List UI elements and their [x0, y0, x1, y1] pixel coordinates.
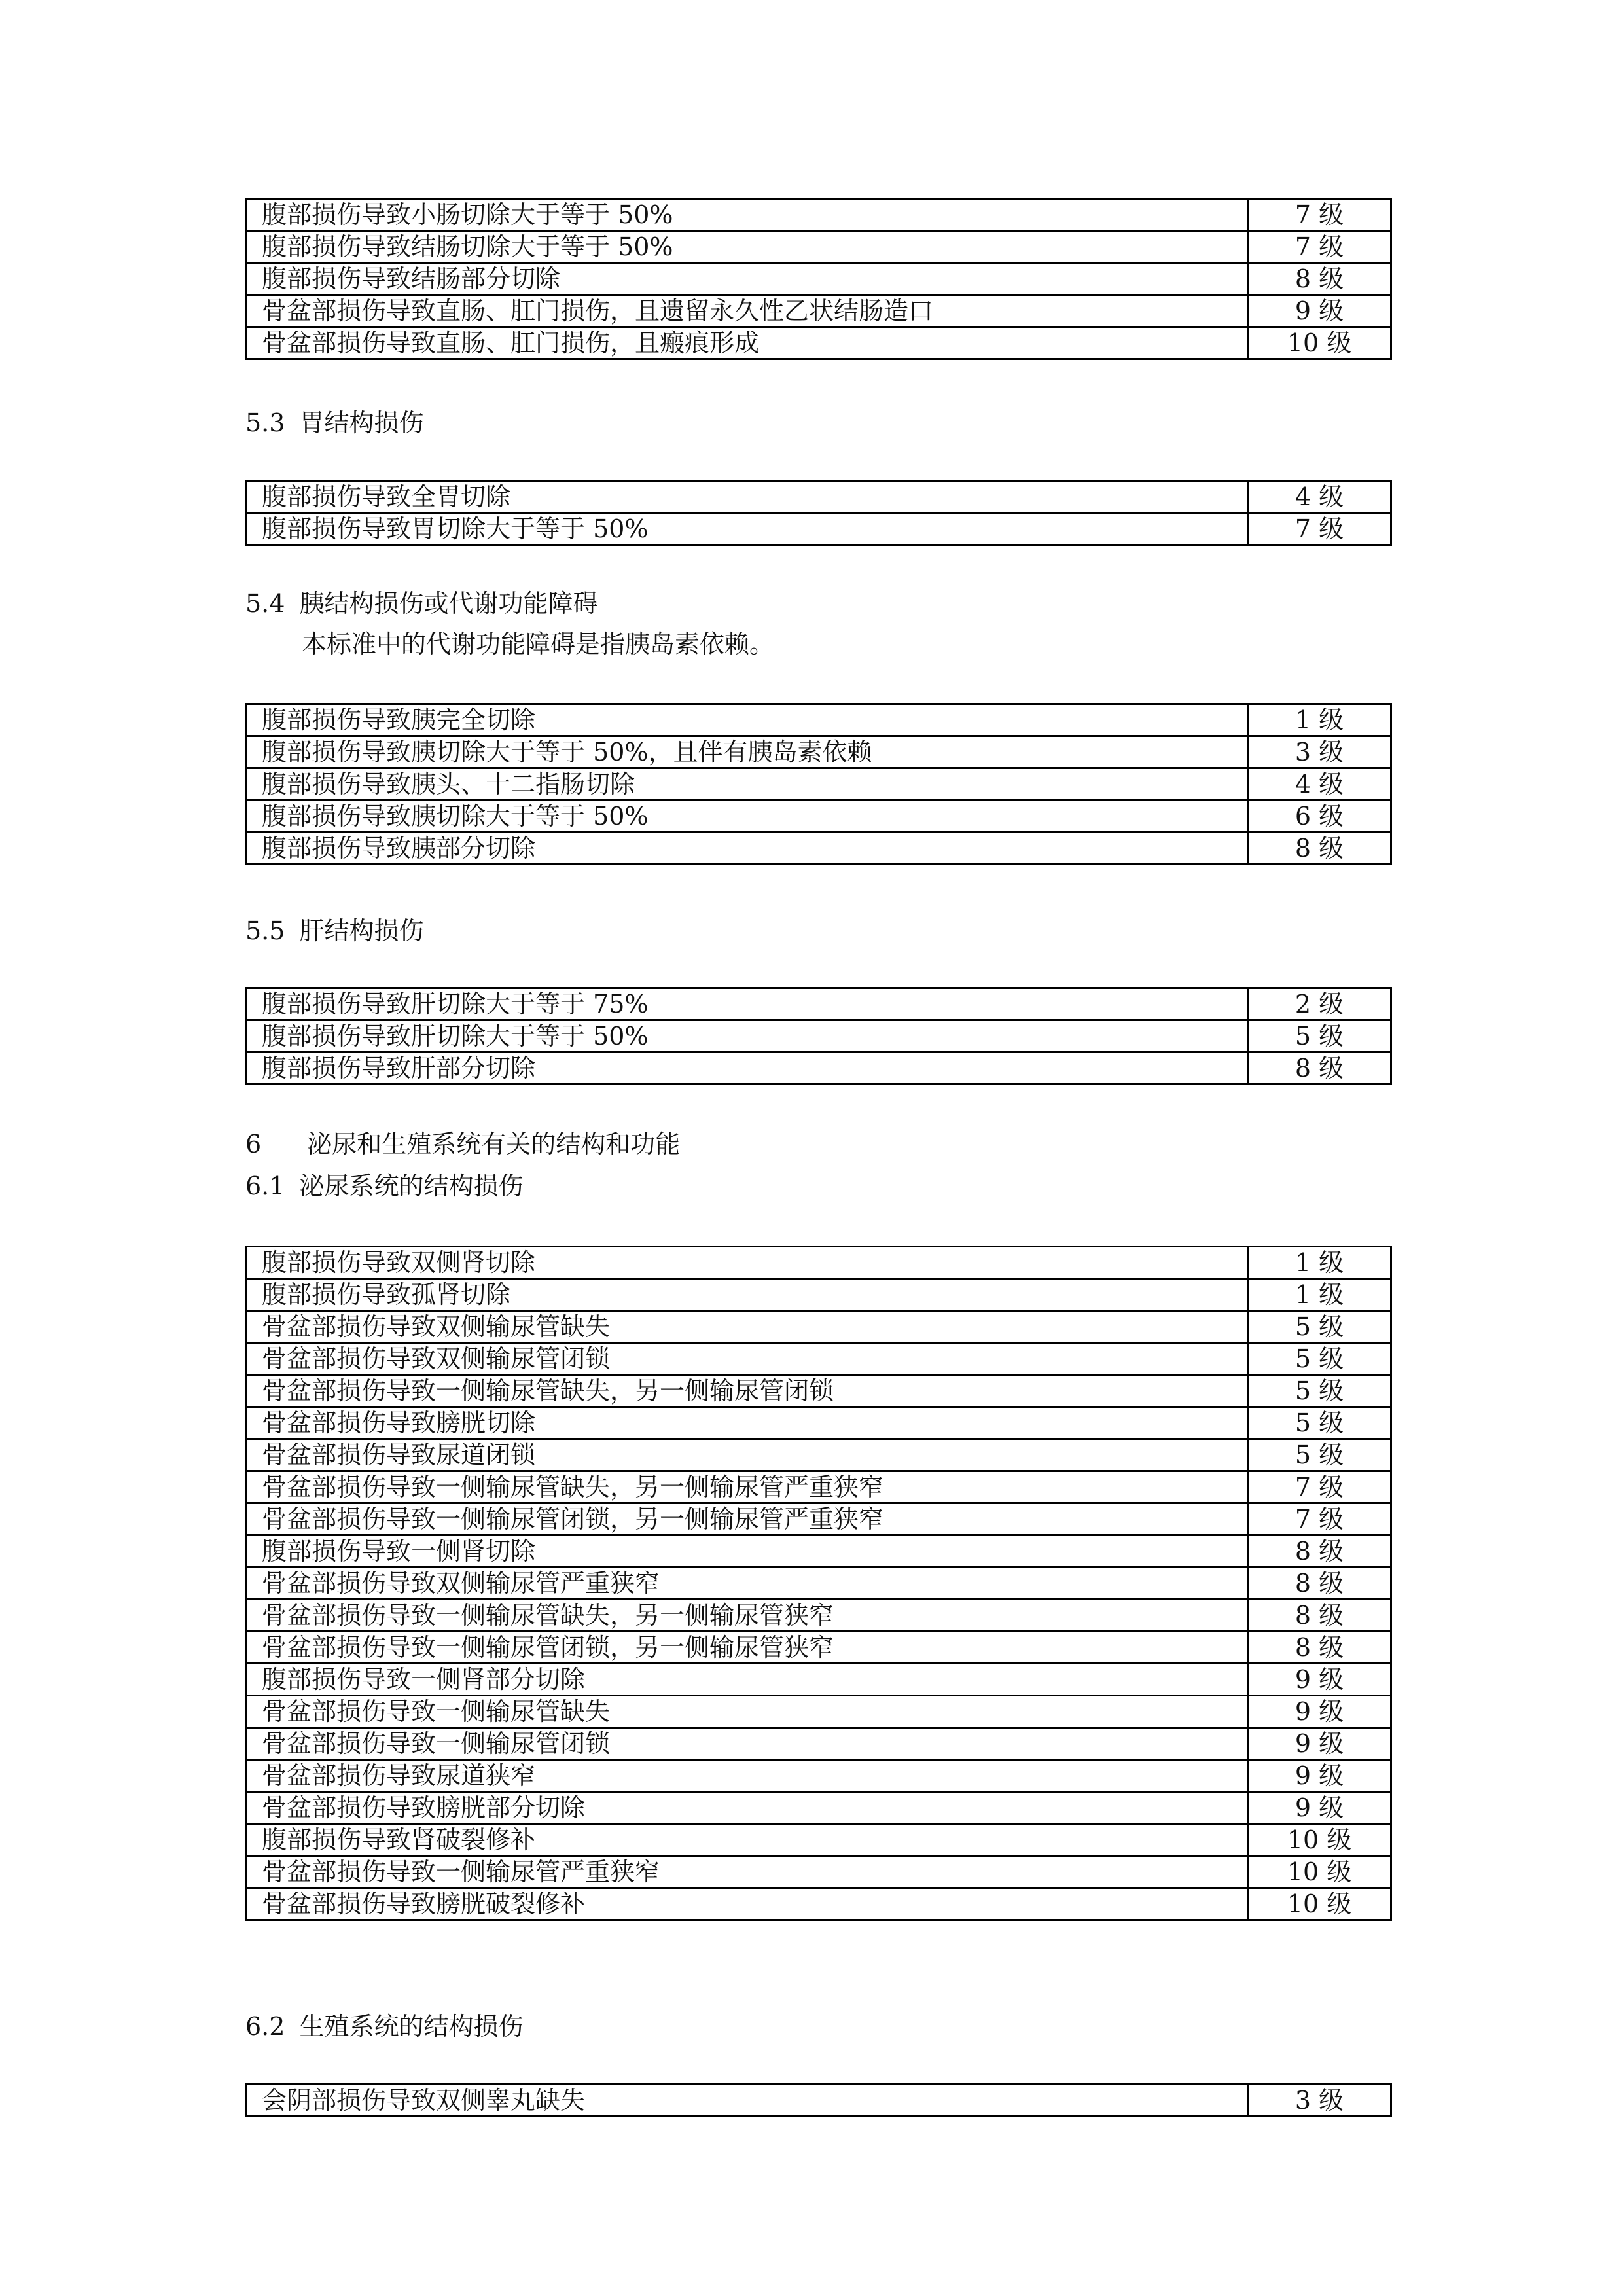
disability-level-cell: 5 级 [1248, 1343, 1391, 1375]
injury-description-cell: 骨盆部损伤导致尿道狭窄 [247, 1760, 1248, 1792]
table-row [247, 1824, 1391, 1856]
grade-table-intestine [245, 198, 1392, 360]
grade-table-urinary [245, 1246, 1392, 1921]
table-row [247, 295, 1391, 327]
disability-level-cell: 1 级 [1248, 1279, 1391, 1311]
disability-level-cell: 4 级 [1248, 481, 1391, 513]
table-row [247, 263, 1391, 295]
section-heading-6-1 [245, 1169, 523, 1203]
injury-description-cell: 骨盆部损伤导致双侧输尿管缺失 [247, 1311, 1248, 1343]
section-title: 胰结构损伤或代谢功能障碍 [299, 589, 598, 618]
injury-description-cell: 腹部损伤导致肝部分切除 [247, 1052, 1248, 1085]
disability-level-cell: 9 级 [1248, 1664, 1391, 1696]
injury-description-cell: 腹部损伤导致胰切除大于等于 50%，且伴有胰岛素依赖 [247, 736, 1248, 768]
table-row [247, 833, 1391, 865]
disability-level-cell: 3 级 [1248, 736, 1391, 768]
injury-description-cell: 腹部损伤导致肾破裂修补 [247, 1824, 1248, 1856]
injury-description-cell: 腹部损伤导致小肠切除大于等于 50% [247, 199, 1248, 231]
table-row [247, 481, 1391, 513]
injury-description-cell: 腹部损伤导致结肠部分切除 [247, 263, 1248, 295]
disability-level-cell: 5 级 [1248, 1407, 1391, 1439]
table-row [247, 1632, 1391, 1664]
disability-level-cell: 5 级 [1248, 1020, 1391, 1052]
section-title: 泌尿和生殖系统有关的结构和功能 [307, 1130, 681, 1158]
disability-level-cell: 5 级 [1248, 1439, 1391, 1471]
disability-level-cell: 8 级 [1248, 1568, 1391, 1600]
table-row [247, 1375, 1391, 1407]
table-row [247, 704, 1391, 736]
injury-description-cell: 腹部损伤导致胰头、十二指肠切除 [247, 768, 1248, 800]
table-row [247, 327, 1391, 359]
section-heading-5-3 [245, 406, 423, 440]
injury-description-cell: 骨盆部损伤导致直肠、肛门损伤，且遗留永久性乙状结肠造口 [247, 295, 1248, 327]
injury-description-cell: 骨盆部损伤导致一侧输尿管闭锁，另一侧输尿管狭窄 [247, 1632, 1248, 1664]
table-row [247, 1792, 1391, 1824]
injury-description-cell: 腹部损伤导致全胃切除 [247, 481, 1248, 513]
disability-level-cell: 5 级 [1248, 1311, 1391, 1343]
disability-level-cell: 9 级 [1248, 1792, 1391, 1824]
disability-level-cell: 10 级 [1248, 1824, 1391, 1856]
table-row [247, 1760, 1391, 1792]
grade-table-stomach [245, 480, 1392, 546]
table-row [247, 768, 1391, 800]
table-row [247, 736, 1391, 768]
injury-description-cell: 骨盆部损伤导致一侧输尿管缺失 [247, 1696, 1248, 1728]
section-heading-5-5 [245, 914, 423, 948]
disability-level-cell: 7 级 [1248, 513, 1391, 545]
injury-description-cell: 腹部损伤导致肝切除大于等于 75% [247, 988, 1248, 1020]
disability-level-cell: 8 级 [1248, 1632, 1391, 1664]
table-row [247, 1888, 1391, 1920]
injury-description-cell: 骨盆部损伤导致膀胱破裂修补 [247, 1888, 1248, 1920]
table-row [247, 1856, 1391, 1888]
table-row [247, 1247, 1391, 1279]
disability-level-cell: 7 级 [1248, 199, 1391, 231]
disability-level-cell: 8 级 [1248, 1535, 1391, 1568]
injury-description-cell: 骨盆部损伤导致直肠、肛门损伤，且瘢痕形成 [247, 327, 1248, 359]
table-row [247, 1439, 1391, 1471]
grade-table-pancreas [245, 703, 1392, 865]
disability-level-cell: 1 级 [1248, 704, 1391, 736]
section-number: 6 [245, 1130, 262, 1158]
disability-level-cell: 6 级 [1248, 800, 1391, 833]
grade-table-reproductive [245, 2083, 1392, 2117]
section-title: 肝结构损伤 [299, 916, 424, 945]
injury-description-cell: 腹部损伤导致双侧肾切除 [247, 1247, 1248, 1279]
injury-description-cell: 骨盆部损伤导致膀胱部分切除 [247, 1792, 1248, 1824]
table-row [247, 1568, 1391, 1600]
section-number: 5.5 [245, 916, 285, 945]
disability-level-cell: 8 级 [1248, 1600, 1391, 1632]
injury-description-cell: 腹部损伤导致胰切除大于等于 50% [247, 800, 1248, 833]
disability-level-cell: 1 级 [1248, 1247, 1391, 1279]
section-heading-5-4 [245, 586, 597, 620]
table-row [247, 1279, 1391, 1311]
disability-level-cell: 9 级 [1248, 1760, 1391, 1792]
table-row [247, 1471, 1391, 1503]
disability-level-cell: 4 级 [1248, 768, 1391, 800]
injury-description-cell: 骨盆部损伤导致一侧输尿管缺失，另一侧输尿管严重狭窄 [247, 1471, 1248, 1503]
disability-level-cell: 9 级 [1248, 1728, 1391, 1760]
section-number: 5.4 [245, 589, 285, 618]
injury-description-cell: 骨盆部损伤导致一侧输尿管闭锁 [247, 1728, 1248, 1760]
injury-description-cell: 骨盆部损伤导致一侧输尿管闭锁，另一侧输尿管严重狭窄 [247, 1503, 1248, 1535]
table-row [247, 1052, 1391, 1085]
table-row [247, 199, 1391, 231]
injury-description-cell: 骨盆部损伤导致一侧输尿管缺失，另一侧输尿管狭窄 [247, 1600, 1248, 1632]
grade-table-liver [245, 987, 1392, 1085]
injury-description-cell: 腹部损伤导致胰完全切除 [247, 704, 1248, 736]
disability-level-cell: 8 级 [1248, 833, 1391, 865]
section-title: 生殖系统的结构损伤 [299, 2012, 524, 2041]
section-number: 6.2 [245, 2012, 285, 2041]
injury-description-cell: 腹部损伤导致一侧肾部分切除 [247, 1664, 1248, 1696]
disability-level-cell: 2 级 [1248, 988, 1391, 1020]
table-row [247, 800, 1391, 833]
injury-description-cell: 骨盆部损伤导致一侧输尿管严重狭窄 [247, 1856, 1248, 1888]
injury-description-cell: 腹部损伤导致一侧肾切除 [247, 1535, 1248, 1568]
disability-level-cell: 10 级 [1248, 327, 1391, 359]
table-row [247, 513, 1391, 545]
section-number: 5.3 [245, 408, 285, 437]
table-row [247, 1020, 1391, 1052]
table-row [247, 988, 1391, 1020]
disability-level-cell: 10 级 [1248, 1856, 1391, 1888]
section-heading-6-2 [245, 2009, 523, 2043]
injury-description-cell: 腹部损伤导致结肠切除大于等于 50% [247, 231, 1248, 263]
table-row [247, 1343, 1391, 1375]
disability-level-cell: 8 级 [1248, 1052, 1391, 1085]
disability-level-cell: 7 级 [1248, 1503, 1391, 1535]
table-row [247, 1535, 1391, 1568]
table-row [247, 1311, 1391, 1343]
table-row [247, 1600, 1391, 1632]
table-row [247, 1696, 1391, 1728]
section-title: 胃结构损伤 [299, 408, 424, 437]
section-heading-6 [245, 1127, 680, 1161]
disability-level-cell: 9 级 [1248, 1696, 1391, 1728]
table-row [247, 1503, 1391, 1535]
table-row [247, 1728, 1391, 1760]
disability-level-cell: 7 级 [1248, 231, 1391, 263]
injury-description-cell: 骨盆部损伤导致尿道闭锁 [247, 1439, 1248, 1471]
section-title: 泌尿系统的结构损伤 [299, 1172, 524, 1200]
injury-description-cell: 骨盆部损伤导致双侧输尿管闭锁 [247, 1343, 1248, 1375]
injury-description-cell: 会阴部损伤导致双侧睾丸缺失 [247, 2085, 1248, 2117]
disability-level-cell: 8 级 [1248, 263, 1391, 295]
table-row [247, 1664, 1391, 1696]
disability-level-cell: 9 级 [1248, 295, 1391, 327]
injury-description-cell: 骨盆部损伤导致双侧输尿管严重狭窄 [247, 1568, 1248, 1600]
injury-description-cell: 骨盆部损伤导致一侧输尿管缺失，另一侧输尿管闭锁 [247, 1375, 1248, 1407]
section-number: 6.1 [245, 1172, 285, 1200]
injury-description-cell: 腹部损伤导致胃切除大于等于 50% [247, 513, 1248, 545]
injury-description-cell: 腹部损伤导致肝切除大于等于 50% [247, 1020, 1248, 1052]
disability-level-cell: 10 级 [1248, 1888, 1391, 1920]
disability-level-cell: 3 级 [1248, 2085, 1391, 2117]
table-row [247, 231, 1391, 263]
disability-level-cell: 5 级 [1248, 1375, 1391, 1407]
table-row [247, 2085, 1391, 2117]
disability-level-cell: 7 级 [1248, 1471, 1391, 1503]
injury-description-cell: 骨盆部损伤导致膀胱切除 [247, 1407, 1248, 1439]
section-note-5-4: 本标准中的代谢功能障碍是指胰岛素依赖。 [302, 630, 775, 658]
table-row [247, 1407, 1391, 1439]
injury-description-cell: 腹部损伤导致胰部分切除 [247, 833, 1248, 865]
injury-description-cell: 腹部损伤导致孤肾切除 [247, 1279, 1248, 1311]
